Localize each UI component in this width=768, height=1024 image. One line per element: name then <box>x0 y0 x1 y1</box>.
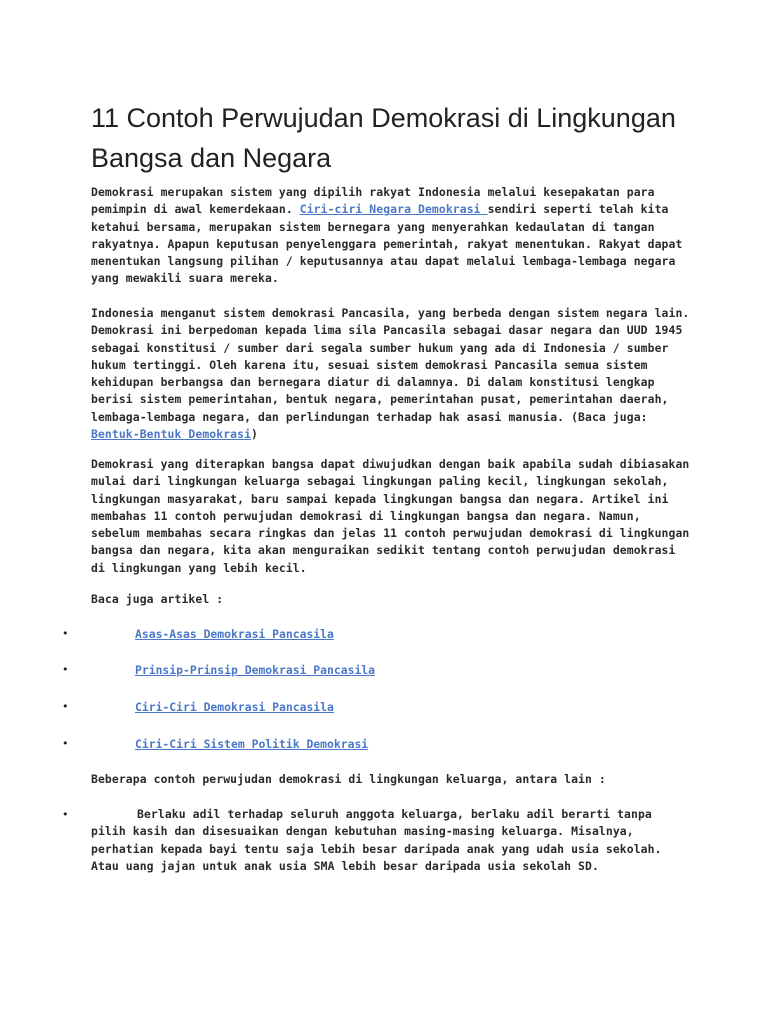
bullet-icon: • <box>62 627 69 640</box>
intro-paragraph <box>91 184 691 288</box>
list-item <box>62 627 702 647</box>
read-also-label: Baca juga artikel : <box>91 592 224 606</box>
list-item <box>62 663 702 683</box>
list-item <box>62 737 702 757</box>
environment-paragraph: Demokrasi yang diterapkan bangsa dapat diwujudkan dengan baik apabila sudah dibiasakan mulai dari lingkungan keluarga sebagai lingkungan paling kecil, lingkungan sekolah, lingkungan masyarakat, baru sampai kepada lingkungan bangsa dan negara. Artikel ini membahas 11 contoh perwujudan demokrasi di lingkungan bangsa dan negara. Namun, sebelum membahas secara ringkas dan jelas 11 contoh perwujudan demokrasi di lingkungan bangsa dan negara, kita akan menguraikan sedikit tentang contoh perwujudan demokrasi di lingkungan yang lebih kecil. <box>91 457 690 575</box>
intro-text-after: sendiri seperti telah kita ketahui bersama, merupakan sistem bernegara yang menyerahkan kedaulatan di tangan rakyatnya. Apapun keputusan penyelenggara pemerintah, rakyat menentukan. Rakyat dapat menentukan langsung pilihan / keputusannya atau dapat melalui lembaga-lembaga negara yang mewakili suara mereka. <box>91 202 683 286</box>
pancasila-text-before: Indonesia menganut sistem demokrasi Pancasila, yang berbeda dengan sistem negara lain. Demokrasi ini berpedoman kepada lima sila Pancasila sebagai dasar negara dan UUD 1945 sebagai konstitusi / sumber dari segala sumber hukum yang ada di Indonesia / sumber hukum tertinggi. Oleh karena itu, sesuai sistem demokrasi Pancasila semua sistem kehidupan berbangsa dan bernegara diatur di dalamnya. Di dalam konstitusi lengkap berisi sistem pemerintahan, bentuk negara, pemerintahan pusat, pemerintahan daerah, lembaga-lembaga negara, dan perlindungan terhadap hak asasi manusia. (Baca juga: <box>91 306 690 424</box>
bullet-icon: • <box>62 808 69 821</box>
family-intro: Beberapa contoh perwujudan demokrasi di lingkungan keluarga, antara lain : <box>91 772 606 786</box>
family-item-1-text: Berlaku adil terhadap seluruh anggota keluarga, berlaku adil berarti tanpa pilih kasih dan disesuaikan dengan kebutuhan masing-masing keluarga. Misalnya, perhatian kepada bayi tentu saja lebih besar daripada anak yang udah usia sekolah. Atau uang jajan untuk anak usia SMA lebih besar daripada usia sekolah SD. <box>91 807 662 873</box>
link-bentuk-bentuk-demokrasi[interactable]: Bentuk-Bentuk Demokrasi <box>91 427 252 442</box>
bullet-icon: • <box>62 737 69 750</box>
bullet-icon: • <box>62 663 69 676</box>
bullet-icon: • <box>62 700 69 713</box>
pancasila-paragraph <box>91 305 691 443</box>
pancasila-text-after: ) <box>251 427 258 442</box>
page-title: 11 Contoh Perwujudan Demokrasi di Lingkungan Bangsa dan Negara <box>91 103 676 173</box>
list-item <box>62 700 702 720</box>
link-ciri-ciri-negara-demokrasi[interactable]: Ciri-ciri Negara Demokrasi <box>299 202 488 217</box>
link-asas-asas-demokrasi-pancasila[interactable]: Asas-Asas Demokrasi Pancasila <box>135 627 334 641</box>
intro-text-before: Demokrasi merupakan sistem yang dipilih rakyat Indonesia melalui kesepakatan para pemimpin di awal kemerdekaan. <box>91 185 655 217</box>
link-prinsip-prinsip-demokrasi-pancasila[interactable]: Prinsip-Prinsip Demokrasi Pancasila <box>135 663 376 677</box>
link-ciri-ciri-demokrasi-pancasila[interactable]: Ciri-Ciri Demokrasi Pancasila <box>135 700 334 714</box>
family-item-1 <box>91 806 691 875</box>
link-ciri-ciri-sistem-politik-demokrasi[interactable]: Ciri-Ciri Sistem Politik Demokrasi <box>135 737 369 751</box>
